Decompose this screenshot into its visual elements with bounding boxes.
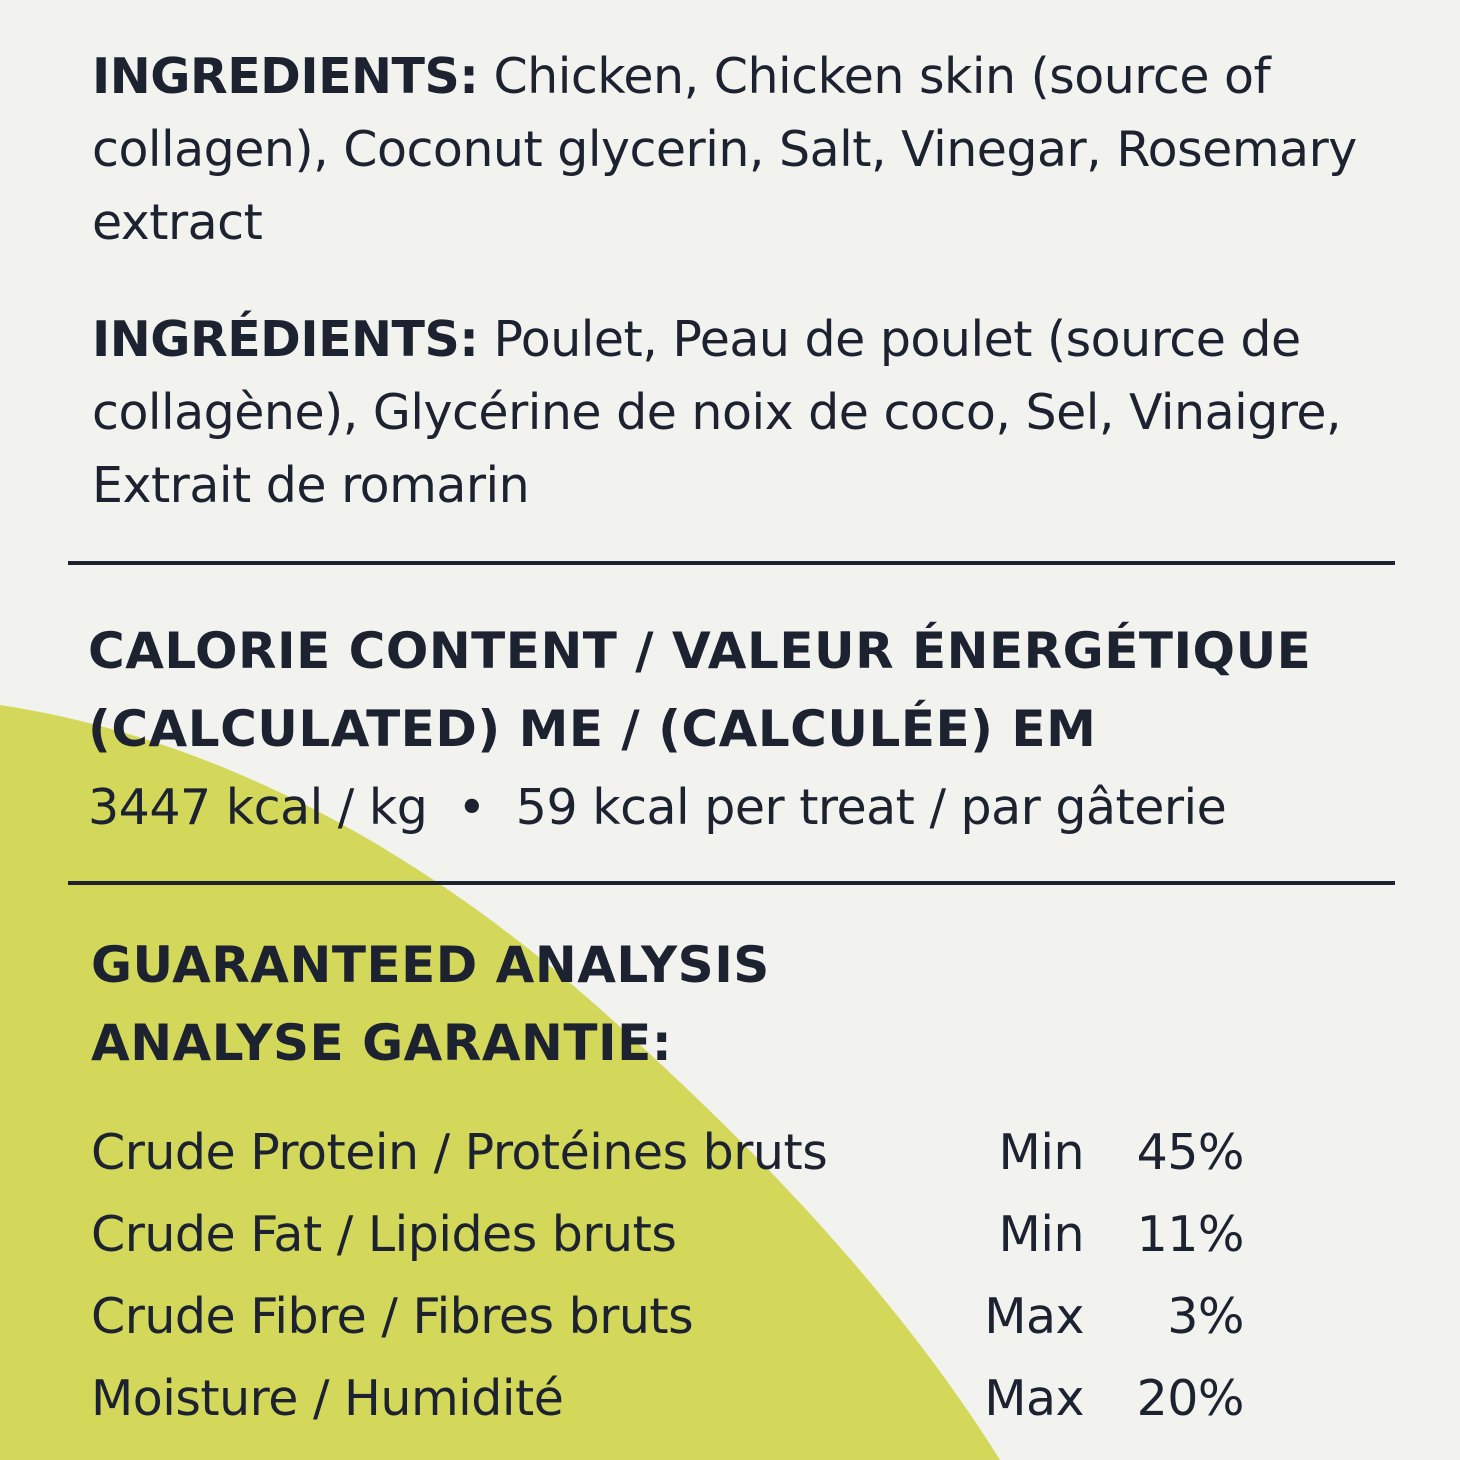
- nutrient-value: 45%: [1136, 1124, 1244, 1181]
- ingredients-english-text: Chicken, Chicken skin (source of collagen), Coconut glycerin, Salt, Vinegar, Rosemary extract: [92, 48, 1357, 251]
- nutrient-value: 20%: [1136, 1370, 1244, 1427]
- bullet-separator: •: [457, 779, 486, 836]
- ingredients-french-text: Poulet, Peau de poulet (source de collagène), Glycérine de noix de coco, Sel, Vinaigre, Extrait de romarin: [92, 311, 1342, 514]
- nutrient-value: 11%: [1136, 1206, 1244, 1263]
- analysis-row: [0, 1112, 1460, 1194]
- nutrient-limit: Min: [998, 1124, 1084, 1181]
- nutrient-name: Crude Protein / Protéines bruts: [91, 1124, 828, 1181]
- divider: [68, 561, 1395, 565]
- ingredients-english: [92, 40, 1382, 259]
- calorie-heading-line2: (CALCULATED) ME / (CALCULÉE) EM: [88, 700, 1097, 758]
- calorie-heading-line1: CALORIE CONTENT / VALEUR ÉNERGÉTIQUE: [88, 622, 1312, 680]
- calorie-per-treat: 59 kcal per treat / par gâterie: [515, 779, 1227, 836]
- analysis-row: [0, 1194, 1460, 1276]
- nutrient-limit: Max: [984, 1288, 1084, 1345]
- analysis-row: [0, 1358, 1460, 1440]
- analysis-heading-line2: ANALYSE GARANTIE:: [91, 1014, 673, 1072]
- calorie-values: [88, 772, 1226, 844]
- analysis-heading-line1: GUARANTEED ANALYSIS: [91, 936, 770, 994]
- nutrient-limit: Min: [998, 1206, 1084, 1263]
- calorie-per-kg: 3447 kcal / kg: [88, 779, 428, 836]
- nutrient-name: Crude Fat / Lipides bruts: [91, 1206, 677, 1263]
- nutrient-value: 3%: [1167, 1288, 1244, 1345]
- nutrient-limit: Max: [984, 1370, 1084, 1427]
- ingredients-french: [92, 303, 1382, 522]
- nutrient-name: Crude Fibre / Fibres bruts: [91, 1288, 694, 1345]
- analysis-row: [0, 1276, 1460, 1358]
- ingredients-french-label: INGRÉDIENTS:: [92, 311, 479, 368]
- ingredients-english-label: INGREDIENTS:: [92, 48, 479, 105]
- nutrient-name: Moisture / Humidité: [91, 1370, 564, 1427]
- divider: [68, 881, 1395, 885]
